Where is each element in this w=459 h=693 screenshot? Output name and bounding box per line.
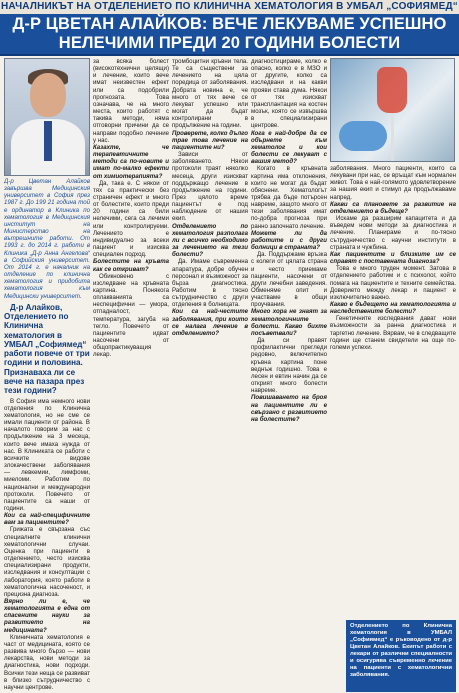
col5-paragraph-3: Това е много труден момент. Затова в отделението работим и с психолог, който помага на пациентите и техните семейства. Доверието между лекар и пациент е изключително важно. — [330, 265, 456, 301]
headline-line-1: Д-Р ЦВЕТАН АЛАЙКОВ: ВЕЧЕ ЛЕКУВАМЕ УСПЕШНО — [12, 15, 447, 33]
col1-paragraph-2: Грижата е свързана със специалните клинични хематологични случаи. Оценка при пациенти в отделението, често изисква специализирани продукти, изследвания и консултации с лаборатория, която работи в хематологична насоченост, и прецизна диагноза. — [4, 526, 90, 598]
question-5: Проверете, колко дълго трае това лечение на пациентите ни? — [172, 129, 248, 151]
col2-paragraph-1: за всяка болест (високотехнични целящи) и лечение, които вече имат неизвестен ефект или са подобрили прогнозата. Това означава, че на много места, които работят с такива методи, няма отговорни причини да се направи подобно лечение у нас. — [93, 58, 169, 144]
col5-paragraph-4: Генетичните изследвания дават нови възможности за ранна диагностика и таргетно лечение. Вярвам, че в следващите години ще станем свидетели на още по-големи успехи. — [330, 315, 456, 351]
portrait-photo — [4, 58, 90, 176]
question-3: Казахте, че терапевтичните методи са по-новите и имат по-малко ефекти от химиотерапията? — [93, 143, 169, 180]
article-headline — [0, 14, 459, 54]
col1-paragraph-3: Клиничната хематология е част от медицината, която се развива много бързо — нови лекарства, нови методи за диагностика, нови подходи. Всички тези неща се развиват в близко сътрудничество с научни центрове. — [4, 633, 90, 691]
photo-blood-bag — [377, 67, 407, 113]
question-4: Болестите на кръвта как се откриват? — [93, 258, 169, 273]
col4-paragraph-1: диагностицираме, колко е опасно, колко е в МЗО и от другите, колко са изследвани и на какви прояви става дума. Някои от тях изискват трансплантация на костен мозък, която се извършва в специализирани центрове. — [251, 58, 327, 130]
col4-paragraph-4: Да си правят профилактични прегледи редовно, включително кръвна картина поне веднъж годишно. Това е лесен и евтин начин да се открият много болести навреме. — [251, 337, 327, 395]
iv-drip-photo — [330, 58, 455, 162]
question-10: Много хора не знаят за хематологичните болести. Какво бихте посъветвали? — [251, 308, 327, 337]
col1-paragraph-1: В София има немного нови отделения по Клинична хематология, но не сме се имали пациенти от района. В началото говорим за нас с продължение на 3 месеца, които вече имаха нужда от нас. В Клиниката се работи с всичките видове злокачествени заболявания — левкемии, лимфоми, миеломи. Работим по национални и международни протоколи. Повечето от пациентите са наши от години. — [4, 397, 90, 512]
col3-paragraph-2: Зависи от заболяването. Някои протоколи траят няколко месеца, други изискват поддържащо лечение в продължение на години. През цялото време пациентът е под наблюдение от нашия екип. — [172, 151, 248, 223]
column-3 — [172, 58, 248, 692]
photo-glove — [339, 121, 387, 151]
article-kicker: НАЧАЛНИКЪТ НА ОТДЕЛЕНИЕТО ПО КЛИНИЧНА ХЕМАТОЛОГИЯ В УМБАЛ „СОФИЯМЕД“ — [1, 1, 458, 12]
portrait-face — [30, 73, 66, 117]
department-info-box: Отделението по Клинична хематология в УМБАЛ „Софиямед“ е ръководено от д-р Цветан Алайков. Екипът работи с лекари от различни специалности и осигурява съвременно лечение на пациенти с хематологични заболявания. — [346, 620, 456, 692]
headline-line-2: НЕЛЕЧИМИ ПРЕДИ 20 ГОДИНИ БОЛЕСТИ — [58, 34, 401, 52]
col3-paragraph-3: Да. Имаме съвременна апаратура, добре обучен персонал и възможност за бърза диагностика. Работим в тясно сътрудничество с други отделения в болницата. — [172, 258, 248, 309]
question-14: Какво е бъдещето на хематологията и наследствените болести? — [330, 300, 456, 316]
question-12: Какви са плановете за развитие на отделението в бъдеще? — [330, 200, 456, 215]
column-1 — [4, 178, 90, 692]
col5-paragraph-1: заболявания. Много пациенти, които са лекувани при нас, се връщат към нормален живот. Това е най-голямото удовлетворение за нашия екип и стимул да продължаваме напред. — [330, 165, 456, 201]
col3-paragraph-1: тромбоцитни кръвни тела. Те са съществени за лечението на цяла поредица от заболявания. Добрата новина е, че много от тях вече се лекуват успешно или могат да бъдат контролирани в продължение на години. — [172, 58, 248, 130]
col4-paragraph-2: Когато в кръвната картина има отклонения, които не могат да бъдат обяснени. Хематологът трябва да бъде потърсен навреме, защото много от тези заболявания имат по-добра прогноза при ранно започнато лечение. — [251, 165, 327, 230]
question-1: Кои са най-специфичните вам за пациентите? — [4, 512, 90, 527]
headline-rule — [0, 54, 459, 56]
column-2 — [93, 58, 169, 692]
col5-paragraph-2: Искаме да разширим капацитета и да въведем нови методи за диагностика и лечение. Планираме и по-тясно сътрудничество с научни институти в страната и чужбина. — [330, 215, 456, 251]
question-13: Как пациентите и близките им се справят с поставената диагноза? — [330, 250, 456, 266]
col2-paragraph-2: Да, така е. С някои от тях са практически без страничен ефект и много от болестите, които преди 20 години са били нелечими, сега са лечими или контролируеми. Лечението е индивидуално за всеки пациент и изисква специален подход. — [93, 179, 169, 259]
interview-lede: Д-р Алайков, Отделението по Клинична хематология в УМБАЛ „Софиямед“ работи повече от три години и половина. Признаваха ли се вече на пазара през тези години? — [4, 302, 90, 396]
question-11: Повишаването на броя на пациентите ли е свързано с развитието на болестите? — [251, 394, 327, 423]
question-9: Можете ли да работите и с други болници в страната? — [251, 229, 327, 252]
column-5 — [330, 165, 456, 617]
question-2: Вярно ли е, че хематологията е една от спасените науки за развитието на медицината? — [4, 598, 90, 634]
question-6: Отделението по хематология разполага ли с всичко необходимо за лечението на тези болести? — [172, 222, 248, 259]
col2-paragraph-3: Обикновено с изследване на кръвната картина. Понякога оплакванията са неспецифични — умора, отпадналост, температура, загуба на тегло. Повечето от пациентите идват насочени от общопрактикуващия лекар. — [93, 272, 169, 359]
photo-tube — [391, 113, 394, 162]
question-8: Кога е най-добре да се обърнете към хематолог и кои болести се лекуват с вашия метод? — [251, 129, 327, 166]
question-7: Кои са най-честите заболявания, при които се налага лечение в отделението? — [172, 308, 248, 337]
col4-paragraph-3: Да. Поддържаме връзка с колеги от цялата страна и често приемаме пациенти, насочени от други лечебни заведения. Обменяме опит и участваме в общи проучвания. — [251, 251, 327, 309]
column-4 — [251, 58, 327, 692]
portrait-tie — [44, 121, 52, 161]
author-bio: Д-р Цветан Алайков завършва Медицинския университет в София през 1987 г. До 199 21 година той е ординатор в Клиника по хематология в Медицинския институт на Министерство на вътрешните работи. От 1993 г. до 2014 г. работи в Клиника „Д-р Анна Ангелова“ в Софийския университет. От 2014 г. е началник на отделение по клинична хематология и придобита хематология към Медицински университет. — [4, 178, 90, 300]
